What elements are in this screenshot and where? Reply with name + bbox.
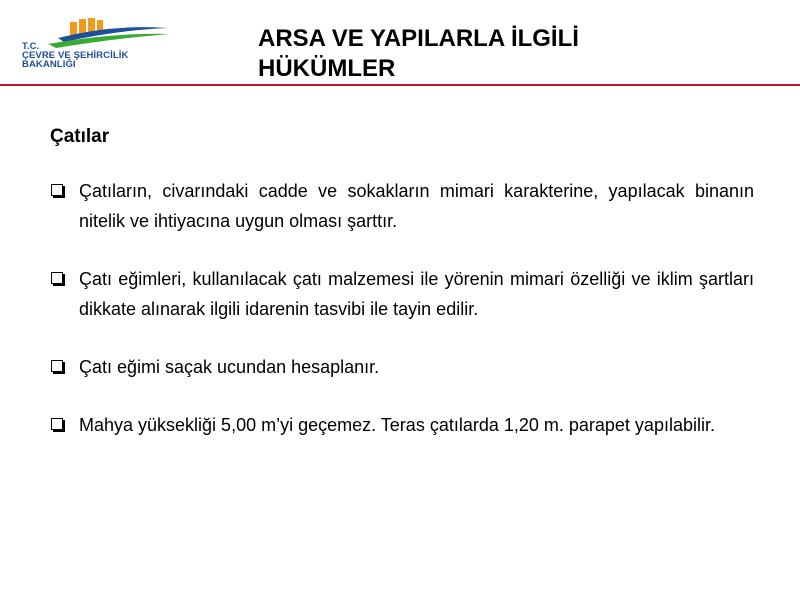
checkbox-bullet-icon [51,418,63,430]
logo-text [22,42,128,69]
checkbox-bullet-icon [51,360,63,372]
header-divider [0,84,800,86]
bullet-list [50,176,754,468]
bullet-text: Çatı eğimleri, kullanılacak çatı malzemesi ile yörenin mimari özelliği ve iklim şartları dikkate alınarak ilgili idarenin tasvibi ile tayin edilir. [79,269,754,319]
section-heading: Çatılar [50,126,110,147]
ministry-logo [18,16,178,78]
bullet-text: Çatı eğimi saçak ucundan hesaplanır. [79,357,380,377]
logo-line-tc: T.C. [22,41,40,52]
bullet-text: Çatıların, civarındaki cadde ve sokakların mimari karakterine, yapılacak binanın nitelik ve ihtiyacına uygun olması şarttır. [79,181,754,231]
checkbox-bullet-icon [51,184,63,196]
logo-line-ministry-name: ÇEVRE VE ŞEHİRCİLİK [22,50,129,61]
checkbox-bullet-icon [51,272,63,284]
list-item [50,410,754,440]
bullet-text: Mahya yüksekliği 5,00 m’yi geçemez. Teras çatılarda 1,20 m. parapet yapılabilir. [79,415,715,435]
list-item [50,264,754,324]
slide-title: ARSA VE YAPILARLA İLGİLİ HÜKÜMLER [258,25,579,82]
list-item [50,352,754,382]
logo-line-bakanligi: BAKANLIĞI [22,59,76,70]
list-item [50,176,754,236]
